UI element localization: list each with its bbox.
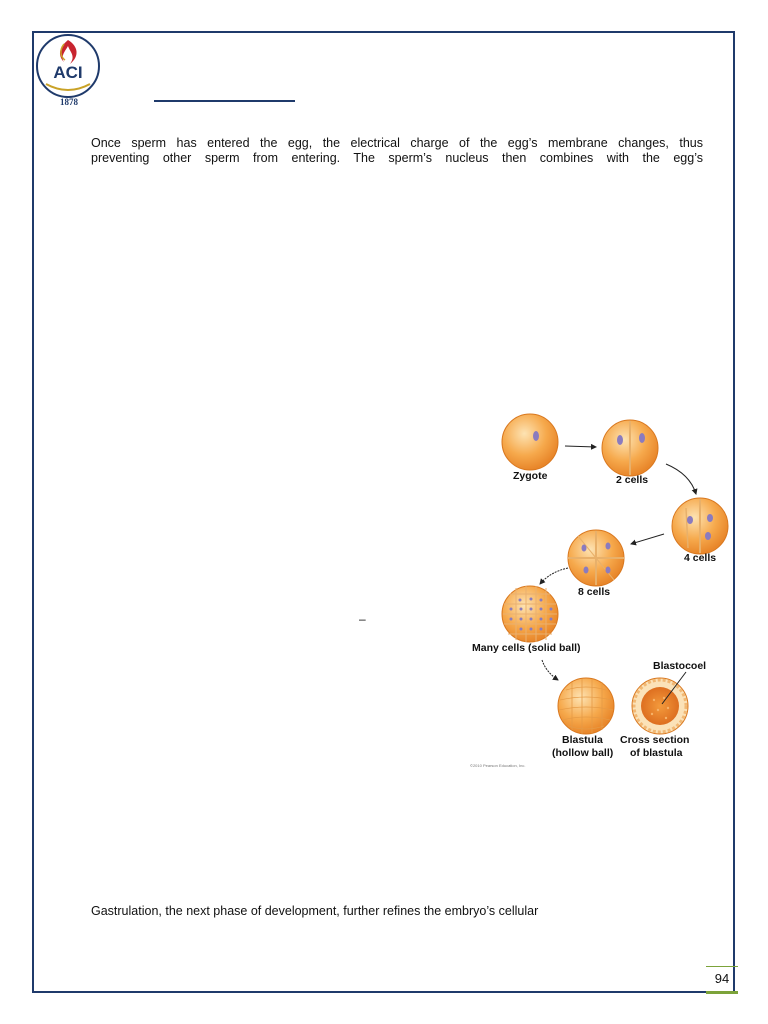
label-many-cells: Many cells (solid ball) <box>472 642 581 654</box>
arrow <box>666 464 696 494</box>
zygote-cell <box>502 414 558 470</box>
paragraph-line: Once sperm has entered the egg, the electrical charge of the egg’s membrane changes, thus <box>91 136 703 150</box>
label-four-cells: 4 cells <box>684 552 717 564</box>
paragraph-line: preventing other sperm from entering. The sperm’s nucleus then combines with the egg’s <box>91 151 703 165</box>
cleavage-figure <box>468 408 734 772</box>
label-cross-section: Cross section <box>620 734 690 746</box>
blastula-embryo <box>558 678 614 734</box>
dash-mark: – <box>359 612 366 626</box>
page-number: 94 <box>714 971 730 986</box>
four-cell-embryo <box>672 498 728 554</box>
paragraph-gastrulation: Gastrulation, the next phase of development, further refines the embryo’s cellular <box>91 904 539 918</box>
title-underline <box>154 100 295 102</box>
figure-credit: ©2010 Pearson Education, Inc. <box>470 763 526 768</box>
arrow <box>542 660 558 680</box>
label-blastocoel: Blastocoel <box>653 660 707 672</box>
blastula-cross-section <box>632 672 688 734</box>
arrow <box>565 446 596 447</box>
label-eight-cells: 8 cells <box>578 586 611 598</box>
arrow <box>631 534 664 544</box>
eight-cell-embryo <box>568 530 624 586</box>
morula-embryo <box>502 586 558 642</box>
label-two-cells: 2 cells <box>616 474 649 486</box>
paragraph-fertilization <box>91 136 703 166</box>
page-number-box <box>706 966 738 994</box>
page-number-rule-top <box>706 966 738 967</box>
arrow <box>540 568 568 584</box>
label-zygote: Zygote <box>513 470 548 482</box>
two-cell-embryo <box>602 420 658 476</box>
svg-text:ACI: ACI <box>53 63 83 82</box>
label-hollow-ball: (hollow ball) <box>552 747 614 759</box>
label-of-blastula: of blastula <box>630 747 683 759</box>
page-number-rule-bottom <box>706 991 738 994</box>
label-blastula: Blastula <box>562 734 603 746</box>
logo-year: 1878 <box>60 97 78 107</box>
